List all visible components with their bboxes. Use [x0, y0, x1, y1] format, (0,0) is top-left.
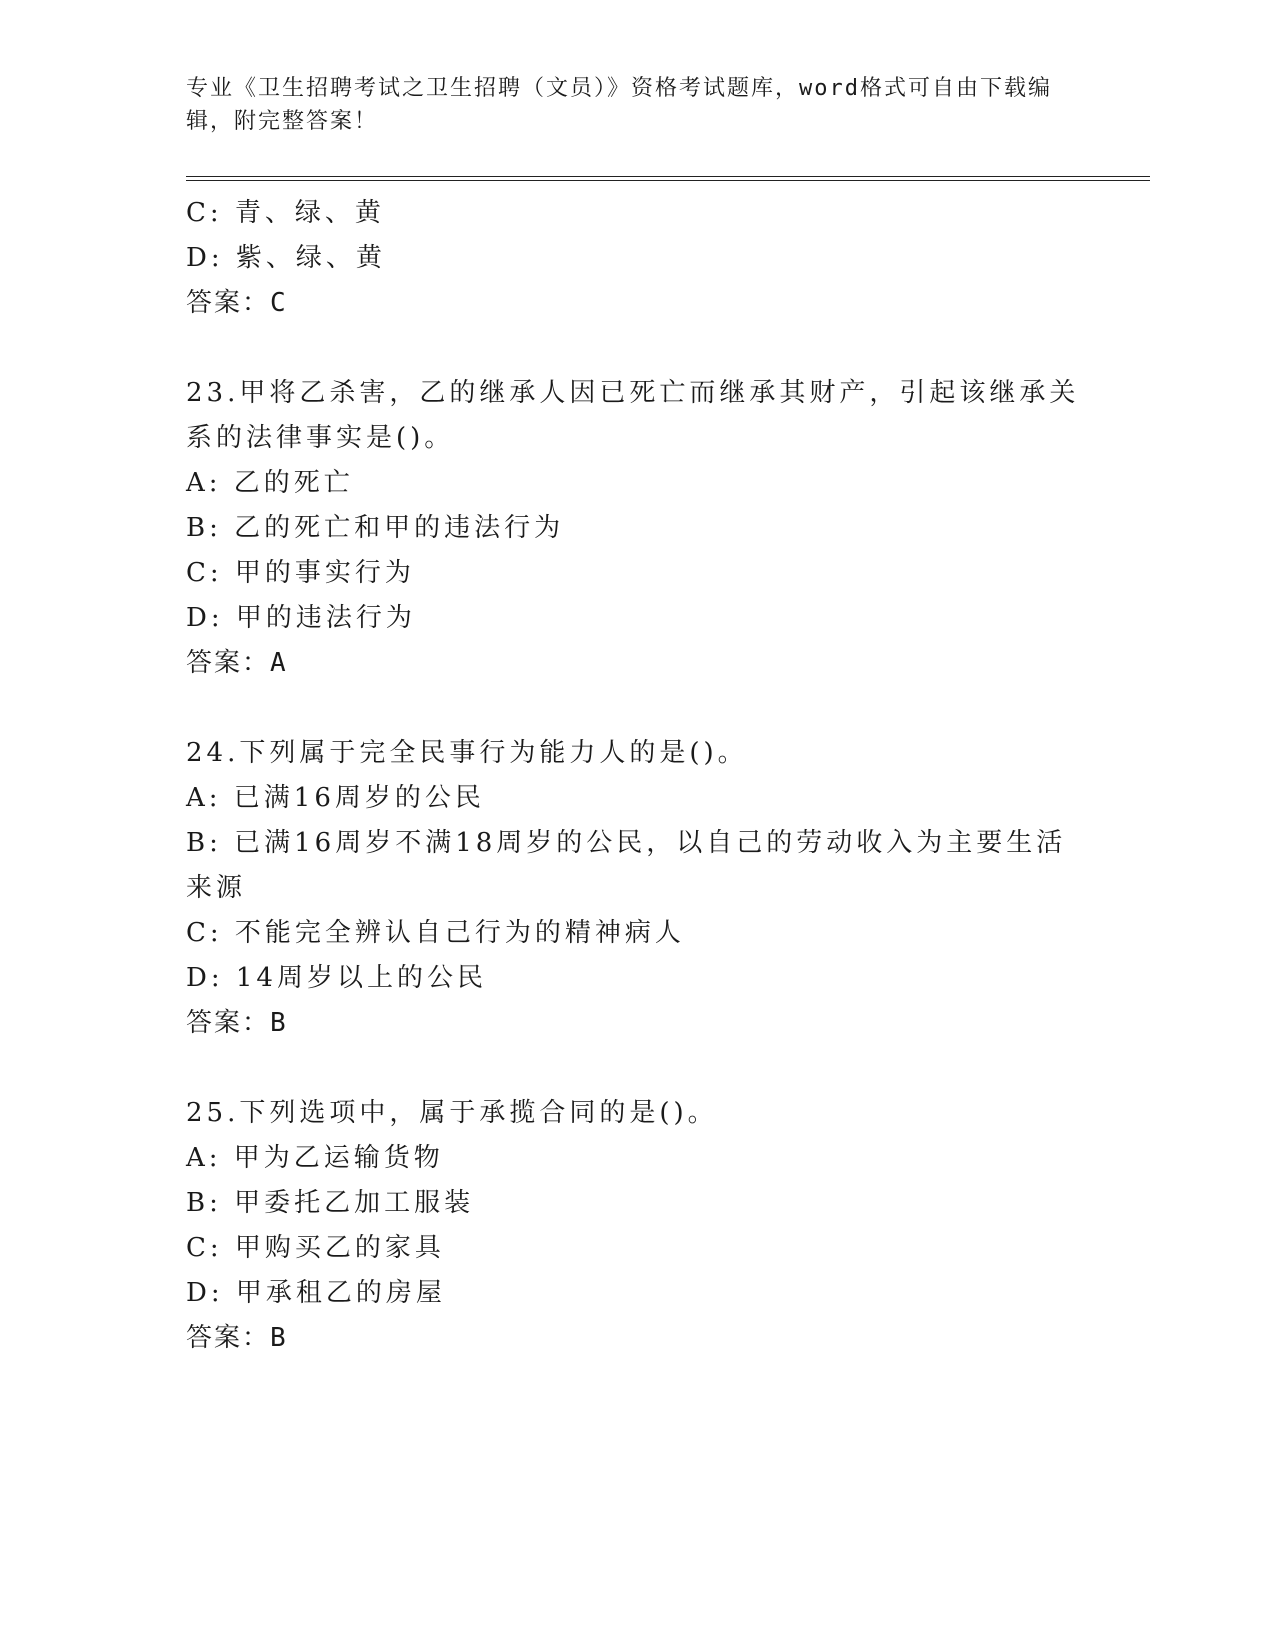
option-b: B: 甲委托乙加工服装 — [186, 1188, 475, 1218]
question-stem: 25.下列选项中，属于承揽合同的是()。 — [186, 1098, 718, 1128]
option-a: A: 乙的死亡 — [186, 468, 354, 498]
option-c: C: 青、绿、黄 — [186, 198, 385, 228]
question-fragment — [186, 191, 1086, 326]
option-b: B: 已满16周岁不满18周岁的公民，以自己的劳动收入为主要生活来源 — [186, 828, 1067, 903]
option-a: A: 甲为乙运输货物 — [186, 1143, 444, 1173]
question-25 — [186, 1091, 1086, 1361]
option-a: A: 已满16周岁的公民 — [186, 783, 485, 813]
option-d: D: 甲承租乙的房屋 — [186, 1278, 446, 1308]
question-stem: 24.下列属于完全民事行为能力人的是()。 — [186, 738, 748, 768]
option-c: C: 不能完全辨认自己行为的精神病人 — [186, 918, 685, 948]
answer-line: 答案：B — [186, 1323, 288, 1353]
answer-line: 答案：C — [186, 288, 288, 318]
question-list — [186, 191, 1086, 1361]
question-23 — [186, 371, 1086, 686]
option-c: C: 甲的事实行为 — [186, 558, 415, 588]
option-d: D: 甲的违法行为 — [186, 603, 416, 633]
option-d: D: 紫、绿、黄 — [186, 243, 386, 273]
question-stem: 23.甲将乙杀害，乙的继承人因已死亡而继承其财产，引起该继承关系的法律事实是()。 — [186, 378, 1080, 453]
page-header: 专业《卫生招聘考试之卫生招聘（文员）》资格考试题库，word格式可自由下载编辑，附完整答案！ — [186, 76, 1052, 134]
header-divider — [186, 176, 1150, 181]
answer-line: 答案：B — [186, 1008, 288, 1038]
option-d: D: 14周岁以上的公民 — [186, 963, 487, 993]
option-c: C: 甲购买乙的家具 — [186, 1233, 445, 1263]
answer-line: 答案：A — [186, 648, 288, 678]
question-24 — [186, 731, 1086, 1046]
option-b: B: 乙的死亡和甲的违法行为 — [186, 513, 565, 543]
